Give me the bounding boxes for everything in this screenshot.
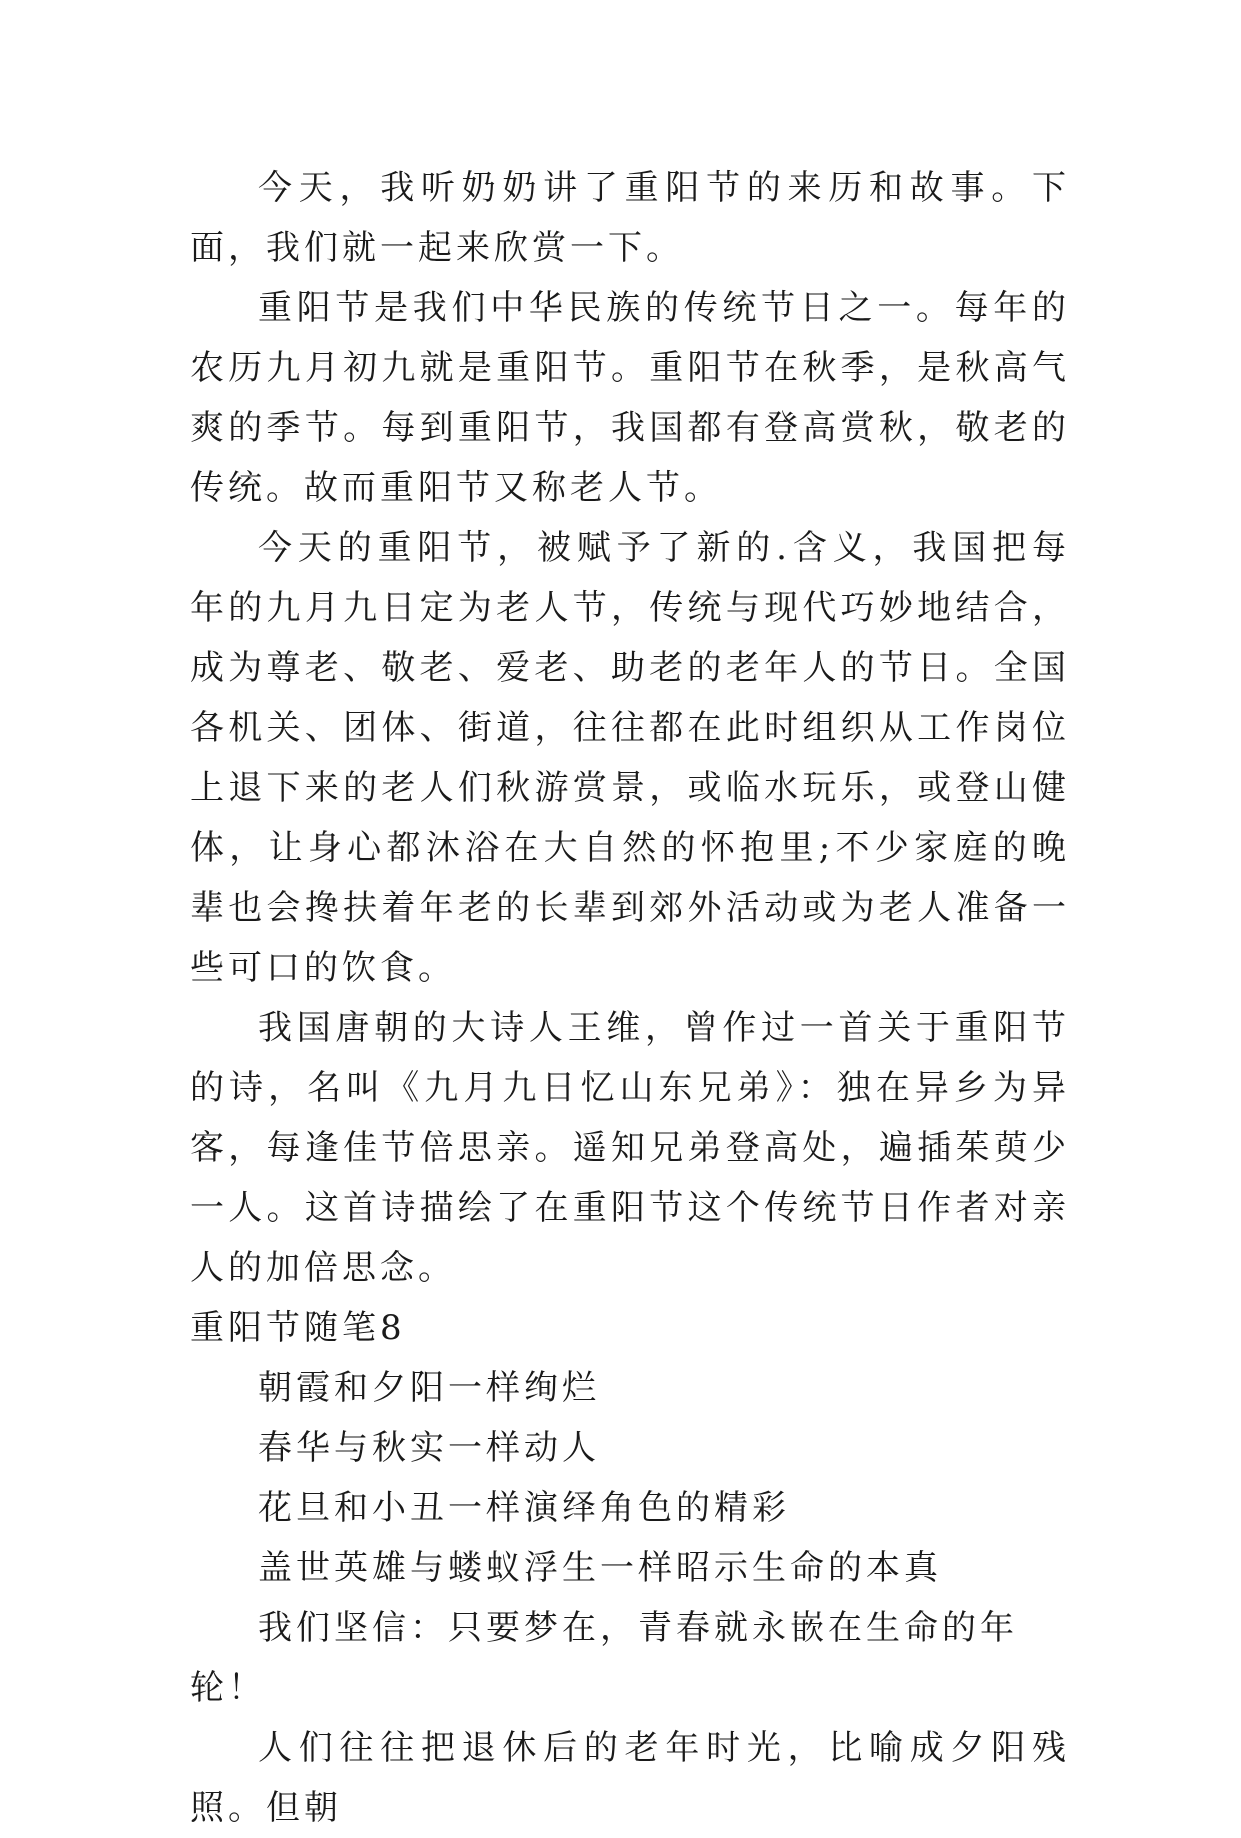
poem-line: 我们坚信：只要梦在，青春就永嵌在生命的年轮！ (190, 1608, 1018, 1708)
poem-line: 盖世英雄与蝼蚁浮生一样昭示生命的本真 (258, 1548, 942, 1588)
paragraph-final: 人们往往把退休后的老年时光，比喻成夕阳残照。但朝 (190, 1728, 1070, 1828)
paragraph-poem-reference: 我国唐朝的大诗人王维，曾作过一首关于重阳节的诗，名叫《九月九日忆山东兄弟》：独在异乡为异客，每逢佳节倍思亲。遥知兄弟登高处，遍插茱萸少一人。这首诗描绘了在重阳节这个传统节日作者对亲人的加倍思念。 (190, 1008, 1070, 1288)
poem-line: 花旦和小丑一样演绎角色的精彩 (258, 1488, 790, 1528)
poem-line: 春华与秋实一样动人 (258, 1428, 600, 1468)
poem-line: 朝霞和夕阳一样绚烂 (258, 1368, 600, 1408)
paragraph-origin: 重阳节是我们中华民族的传统节日之一。每年的农历九月初九就是重阳节。重阳节在秋季，是秋高气爽的季节。每到重阳节，我国都有登高赏秋，敬老的传统。故而重阳节又称老人节。 (190, 288, 1070, 508)
paragraph-intro: 今天，我听奶奶讲了重阳节的来历和故事。下面，我们就一起来欣赏一下。 (190, 168, 1070, 268)
document-body (190, 158, 1070, 1838)
section-heading: 重阳节随笔8 (190, 1308, 406, 1348)
paragraph-meaning: 今天的重阳节，被赋予了新的.含义，我国把每年的九月九日定为老人节，传统与现代巧妙地结合，成为尊老、敬老、爱老、助老的老年人的节日。全国各机关、团体、街道，往往都在此时组织从工作岗位上退下来的老人们秋游赏景，或临水玩乐，或登山健体，让身心都沐浴在大自然的怀抱里;不少家庭的晚辈也会搀扶着年老的长辈到郊外活动或为老人准备一些可口的饮食。 (190, 528, 1070, 988)
